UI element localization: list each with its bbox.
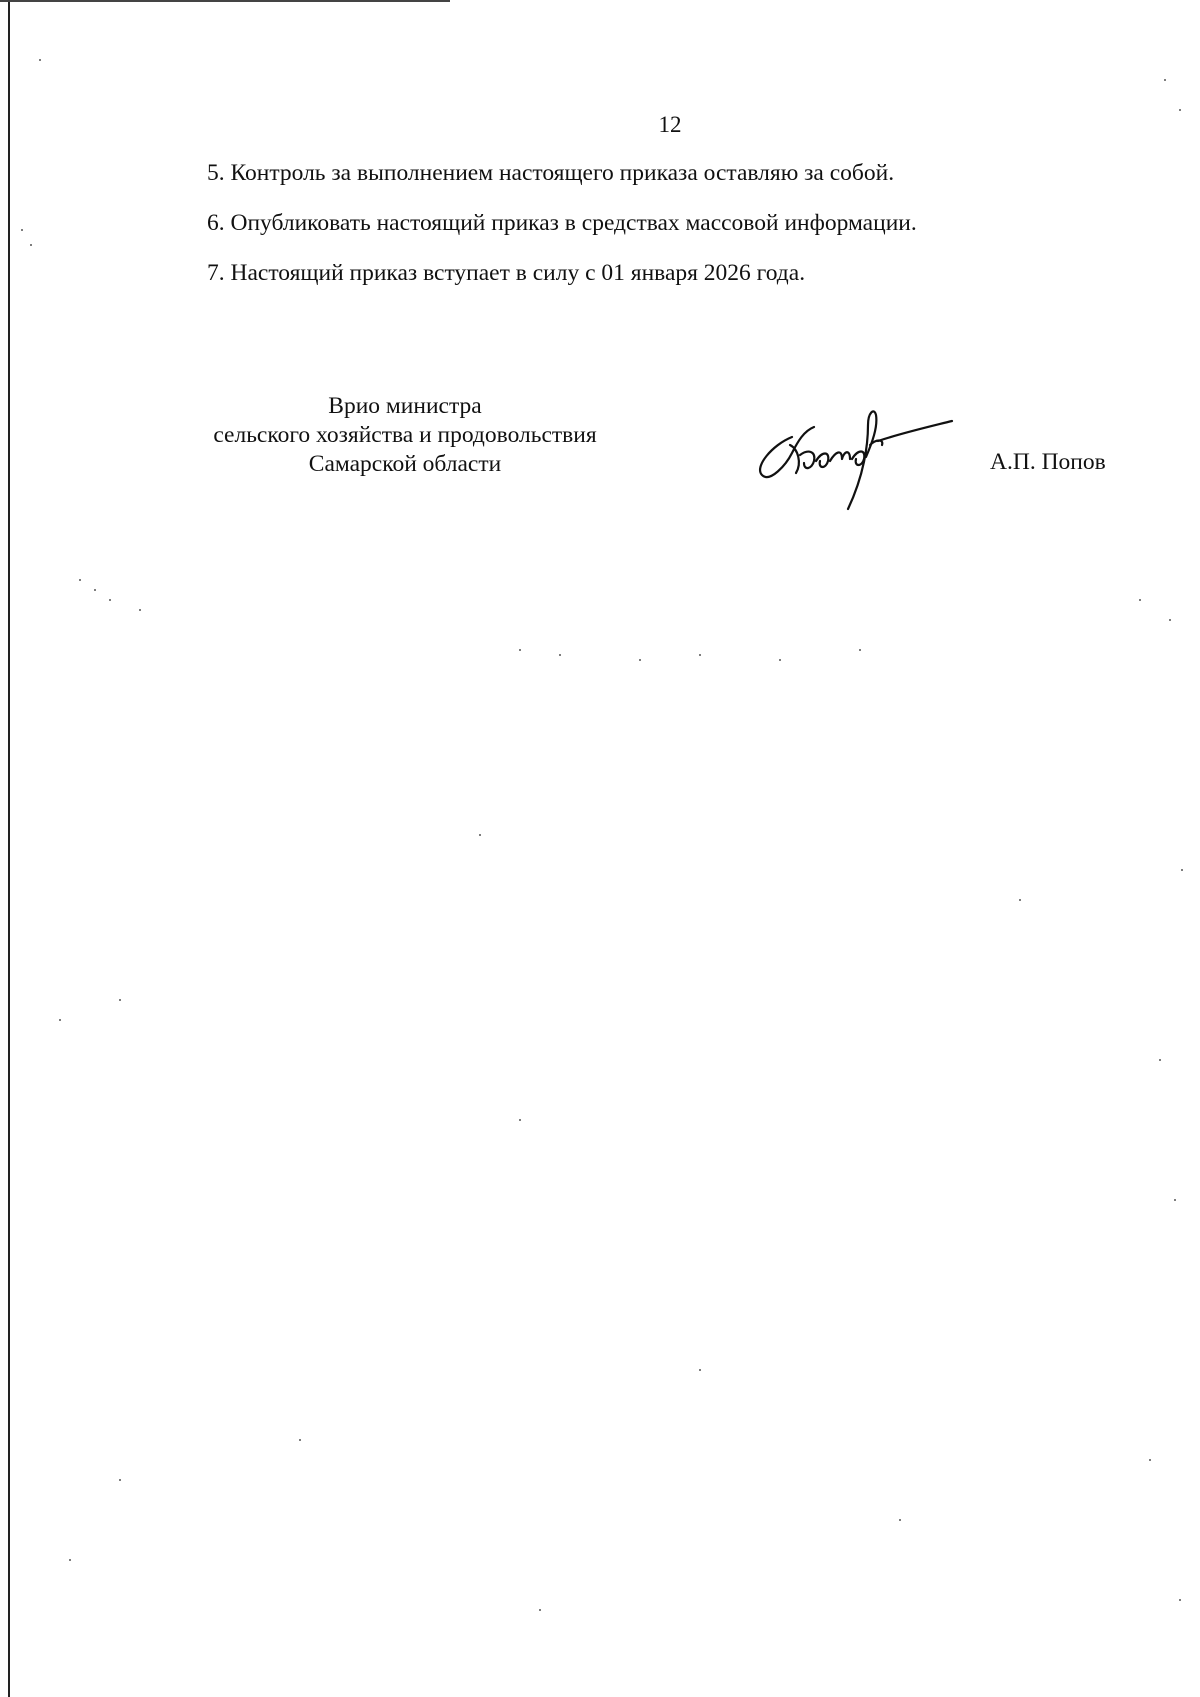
position-line: Врио министра [328,393,482,419]
page-number: 12 [658,112,682,137]
scan-top-border [0,0,450,2]
signatory-position [160,392,650,479]
paragraph-item-7: 7. Настоящий приказ вступает в силу с 01 января 2026 года. [207,260,806,286]
position-line: сельского хозяйства и продовольствия [213,422,597,448]
handwritten-signature [752,405,957,515]
position-line: Самарской области [308,451,502,477]
paragraph-item-6: 6. Опубликовать настоящий приказ в средствах массовой информации. [207,210,917,236]
signatory-name: А.П. Попов [990,449,1106,475]
scan-left-border [8,0,10,1697]
paragraph-item-5: 5. Контроль за выполнением настоящего приказа оставляю за собой. [207,160,895,186]
